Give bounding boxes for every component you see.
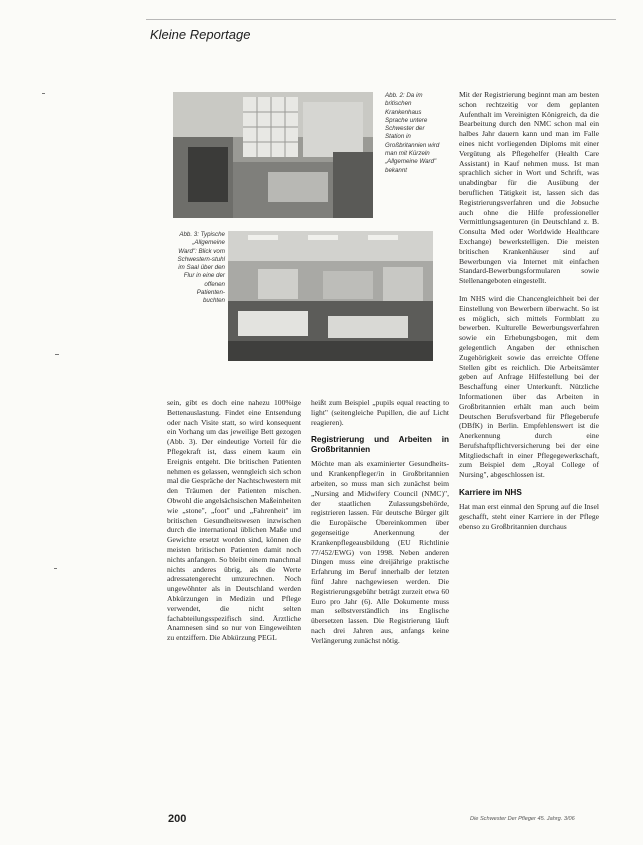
figure-2-caption: Abb. 2: Da im britischen Krankenhaus Sprache untere Schwester der Station in Großbritannien wird man mit Kürzeln „Allgemeine Ward" bekannt [385, 92, 440, 174]
ward-photo-2 [228, 231, 433, 361]
scan-speck [42, 93, 45, 94]
column-2-body: Möchte man als examinierter Gesundheits- und Krankenpfleger/in in Großbritannien arbeiten, so muss man sich zunächst beim „Nursing and Midwifery Council (NMC)", der staatlichen Zulassungsbehörde, registrieren lassen. Für deutsche Bürger gilt die Europäische Übereinkommen über gegenseitige Anerkennung der Krankenpflegeausbildung (EU Richtlinie 77/452/EWG) von 1998. Neben anderen Dingen muss eine dreijährige praktische Erfahrung im Beruf innerhalb der letzten fünf Jahre nachgewiesen werden. Die Registrierungsgebühr beträgt zurzeit etwa 60 Euro pro Jahr (6). Alle Dokumente muss man selbstverständlich ins Englische übersetzen lassen. Die Registrierung läuft nach drei Jahren aus, anfangs keine Verlängerung zunächst nötig. [311, 459, 449, 645]
ward-photo-2-image [228, 231, 433, 361]
ward-photo-1 [173, 92, 373, 218]
career-heading: Karriere im NHS [459, 488, 522, 498]
column-3-top: Mit der Registrierung beginnt man am besten schon rechtzeitig vor dem geplanten Aufenthalt im Vereinigten Königreich, da die Bearbeitung durch den NMC schon mal ein halbes Jahr dauern kann und man im Falle eines nicht vorliegenden Diploms mit einer Vergütung als Pflegehelfer (Health Care Assistant) in Kauf nehmen muss. Ist man sprachlich sicher in Wort und Schrift, was unabdingbar für die Ausübung der beruflichen Tätigkeit ist, lassen sich das Registrierungsverfahren und die Jobsuche auch ohne die Hilfe professioneller Vermittlungsagenturen (in Deutschland z. B. Consulta Med oder Worldwide Healthcare Exchange) bewerkstelligen. Die meisten britischen Krankenhäuser sind auf Bewerbungen via Internet mit einfachen Standard-Bewerbungsformularen sowie Stellenangeboten eingestellt. [459, 90, 599, 286]
column-1-text: sein, gibt es doch eine nahezu 100%ige Bettenauslastung. Findet eine Entsendung oder nach Visite statt, so wird konsequent ein Vorhang um das jeweilige Bett gezogen (Abb. 3). Der eindeutige Vorteil für die Pflegekraft ist, dass einem kaum ein Ereignis entgeht. Die britischen Patienten nehmen es gelassen, wenngleich sich schon mal die Gespräche der Nachtschwestern mit den Träumen der Patienten mischen. Obwohl die angelsächsischen Maßeinheiten wie „stone", „foot" und „Fahrenheit" im britischen Gesundheitswesen inzwischen durch die international üblichen Maße und Gewichte ersetzt worden sind, können die meisten britischen Patienten damit noch nichts anfangen. So bleibt einem manchmal nichts anderes übrig, als die Werte adressatengerecht umzurechnen. Noch ungewöhnter als in Deutschland werden Abkürzungen in Medizin und Pflege verwendet, die nicht selten fachabteilungsspezifisch sind. Ärztliche Anamnesen sind so nur von Eingeweihten zu entziffern. Die Abkürzung PEGL [167, 398, 301, 643]
registration-heading: Registrierung und Arbeiten in Großbritannien [311, 435, 449, 455]
ward-photo-1-image [173, 92, 373, 218]
page-number: 200 [168, 813, 187, 825]
scan-speck [54, 568, 57, 569]
section-header: Kleine Reportage [150, 27, 251, 42]
figure-3-caption: Abb. 3: Typische „Allgemeine Ward": Blick vom Schwestern-stuhl im Saal über den Flur in eine der offenen Patienten-buchten [177, 231, 225, 305]
text-column-3 [459, 90, 599, 531]
text-column-2 [311, 398, 449, 646]
text-column-1 [167, 398, 301, 643]
scan-speck [55, 354, 59, 355]
column-3-middle: Im NHS wird die Chancengleichheit bei der Einstellung von Bewerbern überwacht. So ist es möglich, sich mittels Formblatt zu bewerben. Kulturelle Bewerbungsverfahren sowie ein Erhebungsbogen, mit dem gelegentlich Angaben der ethnischen Zugehörigkeit sowie das erreichte Offene Stellen gibt es reichlich. Die Arbeitsämter geben auf Anfrage Hilfestellung bei der Beschaffung einer Unterkunft. Nützliche Informationen über das Arbeiten in Großbritannien erhält man auch beim Deutschen Berufsverband für Pflegeberufe (DBfK) in Berlin. Empfehlenswert ist die Anerkennung durch eine Berufshaftpflichtversicherung bei der eine Mitgliedschaft in einer Pflegegewerkschaft, zum Beispiel dem „Royal College of Nursing", abgeschlossen ist. [459, 293, 599, 480]
journal-footer: Die Schwester Der Pfleger 45. Jahrg. 3/06 [470, 816, 575, 822]
column-2-intro: heißt zum Beispiel „pupils equal reacting to light" (seitengleiche Pupillen, die auf Licht reagieren). [311, 398, 449, 427]
column-3-bottom: Hat man erst einmal den Sprung auf die Insel geschafft, steht einer Karriere in der Pflege ebenso zu Großbritannien durchaus [459, 502, 599, 531]
top-rule [146, 19, 616, 20]
